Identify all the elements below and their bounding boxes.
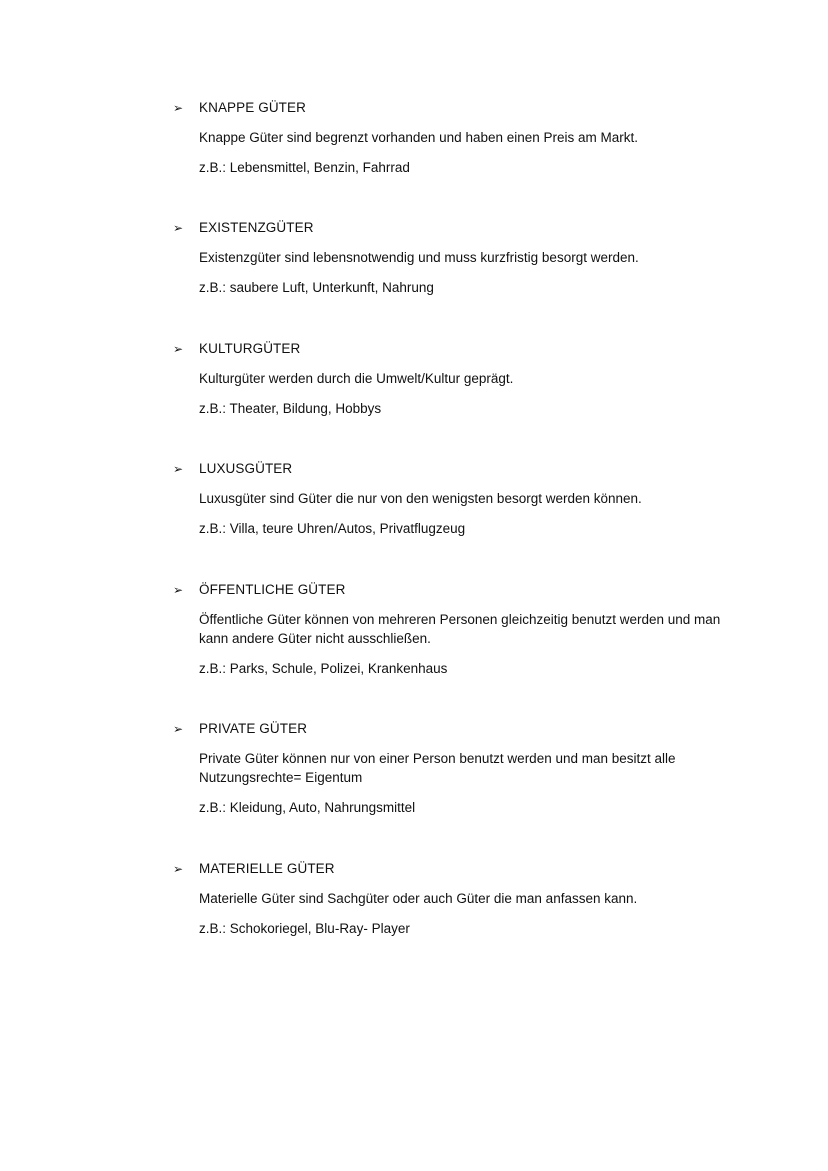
section-example: z.B.: Villa, teure Uhren/Autos, Privatflugzeug bbox=[199, 521, 466, 536]
section-title: ÖFFENTLICHE GÜTER bbox=[199, 582, 346, 597]
section-heading bbox=[173, 859, 733, 879]
section-heading bbox=[173, 339, 733, 359]
section-example: z.B.: saubere Luft, Unterkunft, Nahrung bbox=[199, 280, 434, 295]
section-heading bbox=[173, 218, 733, 238]
section-title: KULTURGÜTER bbox=[199, 341, 301, 356]
section-example: z.B.: Schokoriegel, Blu-Ray- Player bbox=[199, 921, 410, 936]
section-title: KNAPPE GÜTER bbox=[199, 100, 306, 115]
arrow-bullet-icon: ➢ bbox=[173, 221, 184, 235]
section-example: z.B.: Theater, Bildung, Hobbys bbox=[199, 401, 382, 416]
section-title: LUXUSGÜTER bbox=[199, 461, 293, 476]
arrow-bullet-icon: ➢ bbox=[173, 583, 184, 597]
section-oeffentliche-gueter bbox=[173, 580, 733, 678]
section-title: PRIVATE GÜTER bbox=[199, 721, 308, 736]
section-example: z.B.: Lebensmittel, Benzin, Fahrrad bbox=[199, 160, 410, 175]
section-heading bbox=[173, 719, 733, 739]
section-knappe-gueter bbox=[173, 98, 733, 177]
section-example: z.B.: Parks, Schule, Polizei, Krankenhaus bbox=[199, 661, 448, 676]
section-heading bbox=[173, 98, 733, 118]
section-kulturgueter bbox=[173, 339, 733, 418]
section-private-gueter bbox=[173, 719, 733, 817]
section-description: Kulturgüter werden durch die Umwelt/Kultur geprägt. bbox=[199, 371, 514, 386]
section-description: Existenzgüter sind lebensnotwendig und muss kurzfristig besorgt werden. bbox=[199, 250, 639, 265]
arrow-bullet-icon: ➢ bbox=[173, 462, 184, 476]
section-example: z.B.: Kleidung, Auto, Nahrungsmittel bbox=[199, 800, 416, 815]
section-title: EXISTENZGÜTER bbox=[199, 220, 314, 235]
section-description: Materielle Güter sind Sachgüter oder auch Güter die man anfassen kann. bbox=[199, 891, 638, 906]
arrow-bullet-icon: ➢ bbox=[173, 342, 184, 356]
section-existenzgueter bbox=[173, 218, 733, 297]
arrow-bullet-icon: ➢ bbox=[173, 722, 184, 736]
section-description: Knappe Güter sind begrenzt vorhanden und haben einen Preis am Markt. bbox=[199, 130, 639, 145]
section-heading bbox=[173, 580, 733, 600]
section-heading bbox=[173, 459, 733, 479]
arrow-bullet-icon: ➢ bbox=[173, 101, 184, 115]
section-title: MATERIELLE GÜTER bbox=[199, 861, 335, 876]
section-description: Luxusgüter sind Güter die nur von den wenigsten besorgt werden können. bbox=[199, 491, 642, 506]
section-description: Private Güter können nur von einer Person benutzt werden und man besitzt alle Nutzungsrechte= Eigentum bbox=[199, 751, 676, 785]
arrow-bullet-icon: ➢ bbox=[173, 862, 184, 876]
section-description: Öffentliche Güter können von mehreren Personen gleichzeitig benutzt werden und man kann andere Güter nicht ausschließen. bbox=[199, 612, 721, 646]
section-luxusgueter bbox=[173, 459, 733, 538]
section-materielle-gueter bbox=[173, 859, 733, 938]
